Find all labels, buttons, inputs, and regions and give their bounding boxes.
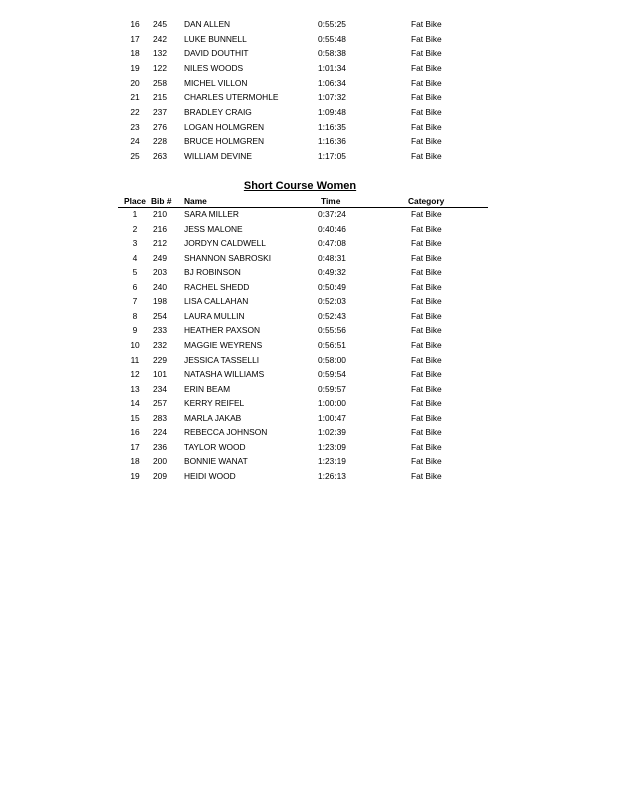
time-cell: 1:06:34 [318,77,346,88]
time-cell: 1:16:35 [318,121,346,132]
bib-cell: 249 [153,252,167,263]
category-cell: Fat Bike [411,354,442,365]
bib-cell: 236 [153,441,167,452]
time-cell: 0:59:54 [318,369,346,380]
category-cell: Fat Bike [411,121,442,132]
bib-cell: 200 [153,456,167,467]
bib-cell: 258 [153,77,167,88]
name-cell: BONNIE WANAT [184,456,248,467]
name-cell: REBECCA JOHNSON [184,427,268,438]
time-cell: 0:52:03 [318,296,346,307]
header-category: Category [408,196,445,206]
name-cell: RACHEL SHEDD [184,281,250,292]
time-cell: 1:01:34 [318,63,346,73]
name-cell: NILES WOODS [184,63,244,73]
bib-cell: 234 [153,383,167,394]
category-cell: Fat Bike [411,412,442,423]
bib-cell: 232 [153,340,167,350]
place-cell: 16 [130,427,140,438]
name-cell: MICHEL VILLON [184,77,248,88]
category-cell: Fat Bike [411,107,442,117]
result-row [0,236,618,251]
place-cell: 14 [130,398,140,409]
bib-cell: 228 [153,136,167,147]
place-cell: 18 [130,456,140,467]
name-cell: CHARLES UTERMOHLE [184,92,279,103]
place-cell: 18 [130,48,140,59]
header-time: Time [321,196,341,206]
bib-cell: 283 [153,412,167,423]
time-cell: 0:55:25 [318,19,346,29]
category-cell: Fat Bike [411,441,442,452]
bib-cell: 212 [153,238,167,249]
bib-cell: 240 [153,281,167,292]
bib-cell: 215 [153,92,167,103]
bib-cell: 224 [153,427,167,438]
result-row [0,353,618,368]
name-cell: BJ ROBINSON [184,267,241,278]
name-cell: ERIN BEAM [184,383,231,394]
category-cell: Fat Bike [411,136,442,147]
result-row [0,382,618,397]
place-cell: 4 [132,252,138,263]
category-cell: Fat Bike [411,33,442,44]
time-cell: 0:58:00 [318,354,346,365]
bib-cell: 254 [153,310,167,321]
result-row [0,251,618,266]
place-cell: 6 [132,281,138,292]
time-cell: 1:02:39 [318,427,346,438]
place-cell: 12 [130,369,140,380]
place-cell: 24 [130,136,140,147]
category-cell: Fat Bike [411,63,442,73]
place-cell: 11 [130,354,140,365]
category-cell: Fat Bike [411,223,442,234]
category-cell: Fat Bike [411,19,442,29]
name-cell: SARA MILLER [184,209,239,219]
place-cell: 19 [130,63,140,73]
category-cell: Fat Bike [411,325,442,336]
category-cell: Fat Bike [411,151,442,161]
header-name: Name [184,196,207,206]
category-cell: Fat Bike [411,456,442,467]
category-cell: Fat Bike [411,209,442,219]
place-cell: 10 [130,340,140,350]
result-row [0,134,618,149]
time-cell: 0:58:38 [318,48,346,59]
bib-cell: 122 [153,63,167,73]
place-cell: 8 [132,310,138,321]
category-cell: Fat Bike [411,267,442,278]
bib-cell: 209 [153,470,167,481]
name-cell: LISA CALLAHAN [184,296,249,307]
time-cell: 0:47:08 [318,238,346,249]
bib-cell: 216 [153,223,167,234]
result-row [0,222,618,237]
result-row [0,469,618,484]
place-cell: 1 [132,209,138,219]
header-place: Place [124,196,146,206]
category-cell: Fat Bike [411,369,442,380]
name-cell: MAGGIE WEYRENS [184,340,263,350]
result-row [0,323,618,338]
place-cell: 23 [130,121,140,132]
time-cell: 1:00:00 [318,398,346,409]
place-cell: 15 [130,412,140,423]
time-cell: 1:23:19 [318,456,346,467]
bib-cell: 132 [153,48,167,59]
time-cell: 1:23:09 [318,441,346,452]
result-row [0,149,618,164]
category-cell: Fat Bike [411,252,442,263]
time-cell: 0:55:48 [318,33,346,44]
result-row [0,76,618,91]
name-cell: HEIDI WOOD [184,470,236,481]
category-cell: Fat Bike [411,92,442,103]
place-cell: 3 [132,238,138,249]
place-cell: 17 [130,441,140,452]
result-row [0,454,618,469]
name-cell: NATASHA WILLIAMS [184,369,265,380]
place-cell: 9 [132,325,138,336]
result-row [0,411,618,426]
time-cell: 0:56:51 [318,340,346,350]
result-row [0,309,618,324]
bib-cell: 242 [153,33,167,44]
place-cell: 16 [130,19,140,29]
name-cell: JORDYN CALDWELL [184,238,266,249]
result-row [0,90,618,105]
section-title: Short Course Women [243,180,357,192]
result-row [0,105,618,120]
category-cell: Fat Bike [411,383,442,394]
place-cell: 22 [130,107,140,117]
time-cell: 0:52:43 [318,310,346,321]
category-cell: Fat Bike [411,340,442,350]
name-cell: SHANNON SABROSKI [184,252,272,263]
time-cell: 1:16:36 [318,136,346,147]
result-row [0,32,618,47]
time-cell: 1:07:32 [318,92,346,103]
result-row [0,367,618,382]
name-cell: LOGAN HOLMGREN [184,121,265,132]
place-cell: 13 [130,383,140,394]
result-row [0,440,618,455]
name-cell: HEATHER PAXSON [184,325,261,336]
name-cell: LUKE BUNNELL [184,33,247,44]
result-row [0,46,618,61]
category-cell: Fat Bike [411,77,442,88]
category-cell: Fat Bike [411,296,442,307]
bib-cell: 245 [153,19,167,29]
name-cell: DAN ALLEN [184,19,231,29]
bib-cell: 203 [153,267,167,278]
result-row [0,280,618,295]
category-cell: Fat Bike [411,470,442,481]
name-cell: BRUCE HOLMGREN [184,136,265,147]
category-cell: Fat Bike [411,398,442,409]
place-cell: 19 [130,470,140,481]
place-cell: 21 [130,92,140,103]
category-cell: Fat Bike [411,310,442,321]
time-cell: 1:26:13 [318,470,346,481]
bib-cell: 233 [153,325,167,336]
time-cell: 0:40:46 [318,223,346,234]
result-row [0,396,618,411]
name-cell: JESSICA TASSELLI [184,354,260,365]
category-cell: Fat Bike [411,238,442,249]
name-cell: BRADLEY CRAIG [184,107,252,117]
time-cell: 0:48:31 [318,252,346,263]
name-cell: JESS MALONE [184,223,243,234]
category-cell: Fat Bike [411,48,442,59]
time-cell: 0:37:24 [318,209,346,219]
time-cell: 0:55:56 [318,325,346,336]
time-cell: 1:09:48 [318,107,346,117]
result-row [0,294,618,309]
time-cell: 1:17:05 [318,151,346,161]
result-row [0,425,618,440]
place-cell: 7 [132,296,138,307]
place-cell: 2 [132,223,138,234]
time-cell: 0:50:49 [318,281,346,292]
time-cell: 0:59:57 [318,383,346,394]
name-cell: WILLIAM DEVINE [184,151,252,161]
category-cell: Fat Bike [411,281,442,292]
header-bib: Bib # [151,196,172,206]
place-cell: 5 [132,267,138,278]
bib-cell: 263 [153,151,167,161]
place-cell: 25 [130,151,140,161]
place-cell: 17 [130,33,140,44]
category-cell: Fat Bike [411,427,442,438]
time-cell: 1:00:47 [318,412,346,423]
result-row [0,61,618,76]
name-cell: LAURA MULLIN [184,310,245,321]
result-row [0,17,618,32]
bib-cell: 101 [153,369,167,380]
result-row [0,120,618,135]
name-cell: MARLA JAKAB [184,412,242,423]
result-row [0,265,618,280]
result-row [0,338,618,353]
place-cell: 20 [130,77,140,88]
name-cell: TAYLOR WOOD [184,441,246,452]
bib-cell: 257 [153,398,167,409]
bib-cell: 237 [153,107,167,117]
name-cell: DAVID DOUTHIT [184,48,249,59]
bib-cell: 276 [153,121,167,132]
name-cell: KERRY REIFEL [184,398,245,409]
bib-cell: 210 [153,209,167,219]
time-cell: 0:49:32 [318,267,346,278]
bib-cell: 198 [153,296,167,307]
result-row [0,207,618,222]
bib-cell: 229 [153,354,167,365]
